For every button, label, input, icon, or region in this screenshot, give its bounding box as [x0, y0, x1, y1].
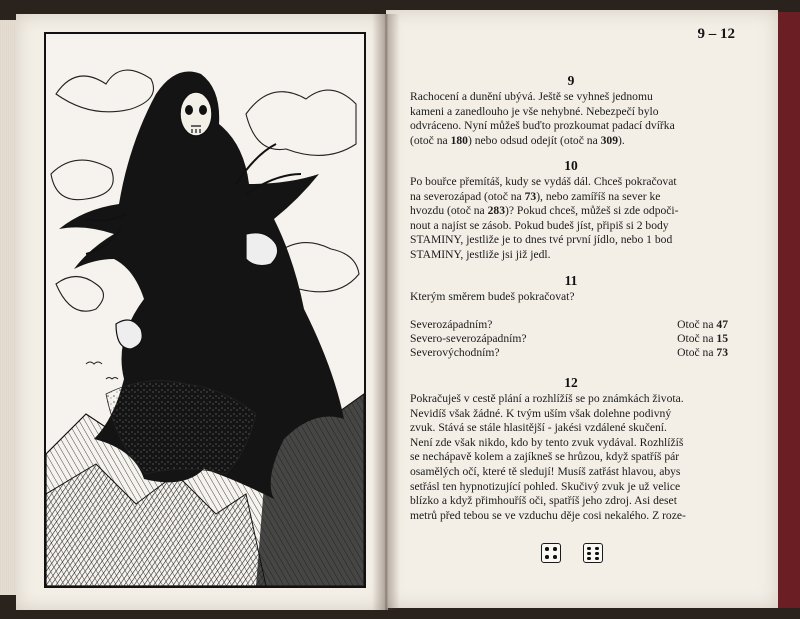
section-12-line: se nechápavě kolem a zajíkneš se hrůzou, když spatříš pár: [410, 450, 680, 464]
section-12-text: [410, 392, 732, 523]
section-10-line: nout a najíst se zásob. Pokud budeš jíst, připiš si 2 body: [410, 218, 669, 232]
section-number-10: 10: [564, 158, 578, 173]
section-12-line: setřásl ten hypnotizující pohled. Skučivý zvuk je už velice: [410, 479, 681, 493]
section-number-11: 11: [564, 273, 578, 288]
section-12-line: Nevidíš však žádné. K tvým uším však dolehne podivný: [410, 406, 672, 420]
choice-goto[interactable]: Otoč na 47: [677, 318, 728, 331]
section-12-line: metrů před tebou se ve vzduchu děje cosi nekalého. Z roze-: [410, 508, 686, 522]
goto-283-link[interactable]: 283: [487, 204, 505, 218]
section-12-line: osamělých očí, které tě sledují! Musíš zatřást hlavou, abys: [410, 464, 681, 478]
section-12-line: blízko a když přimhouříš oči, spatříš jeho zdroj. Asi deset: [410, 494, 677, 508]
wraith-illustration: [44, 32, 366, 588]
goto-309-link[interactable]: 309: [600, 133, 618, 147]
choice-label: Severovýchodním?: [410, 346, 500, 359]
section-10-line: na severozápad (otoč na 73), nebo zamíříš na sever ke: [410, 189, 661, 203]
dice-six-icon: [583, 543, 603, 563]
goto-73-link[interactable]: 73: [524, 189, 537, 203]
section-12-line: Pokračuješ v cestě plání a rozhlížíš se po známkách života.: [410, 392, 684, 405]
section-9-text: [410, 90, 732, 148]
section-9-line: odvráceno. Nyní můžeš buďto prozkoumat padací dvířka: [410, 119, 675, 133]
section-number-12: 12: [564, 375, 578, 390]
goto-180-link[interactable]: 180: [450, 133, 468, 147]
page-edges-left: [0, 20, 17, 595]
section-9-line: kameni a zanedlouho je vše nehybné. Nebezpečí bylo: [410, 104, 659, 118]
section-9-line: (otoč na 180) nebo odsud odejít (otoč na 309).: [410, 133, 625, 147]
section-12-line: Není zde však nikdo, kdo by tento zvuk vydával. Rozhlížíš: [410, 435, 684, 449]
page-range-header: 9 – 12: [697, 26, 735, 42]
section-10-line: STAMINY, jestliže je to dnes tvé první jídlo, nebo 1 bod: [410, 233, 673, 247]
section-12-line: zvuk. Stává se stále hlasitější - jakési vzdálené skučení.: [410, 421, 667, 435]
section-11-intro: Kterým směrem budeš pokračovat?: [410, 290, 575, 303]
choice-label: Severo-severozápadním?: [410, 332, 527, 345]
book-cover-edge: [778, 12, 800, 608]
wraith-drawing: [46, 34, 364, 586]
choice-goto[interactable]: Otoč na 73: [677, 346, 728, 359]
section-number-9: 9: [567, 73, 575, 88]
section-10-text: [410, 175, 732, 263]
section-10-line: STAMINY, jestliže jsi již jedl.: [410, 247, 551, 261]
section-9-line: Rachocení a dunění ubývá. Ještě se vyhneš jednomu: [410, 90, 653, 103]
dice-four-icon: [541, 543, 561, 563]
choice-goto[interactable]: Otoč na 15: [677, 332, 728, 345]
choice-label: Severozápadním?: [410, 318, 493, 331]
section-10-line: hvozdu (otoč na 283)? Pokud chceš, můžeš si zde odpoči-: [410, 204, 679, 218]
section-10-line: Po bouřce přemítáš, kudy se vydáš dál. Chceš pokračovat: [410, 175, 677, 188]
